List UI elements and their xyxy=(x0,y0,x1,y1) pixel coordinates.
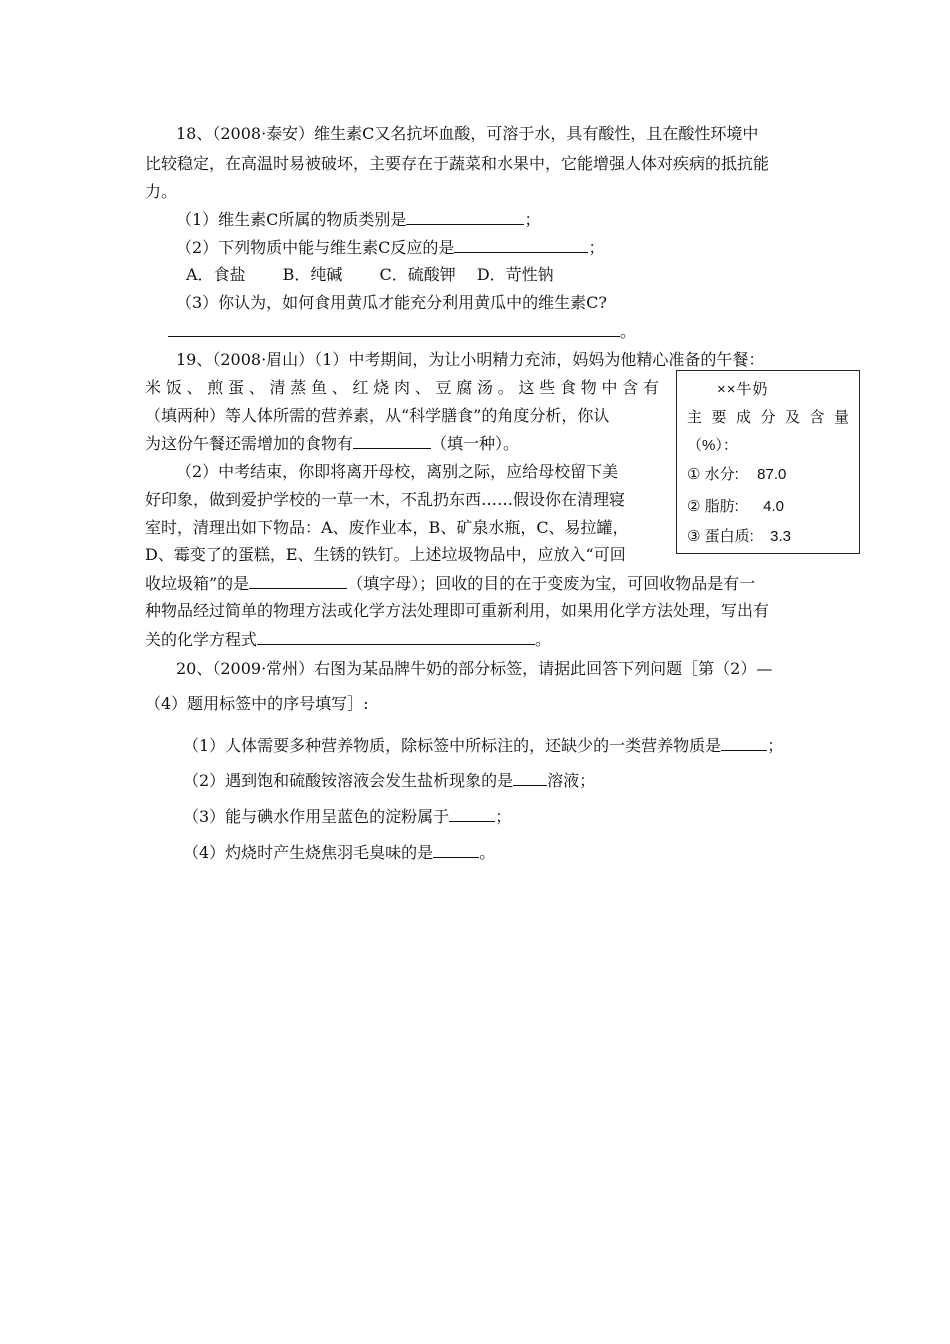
q18-line-3: 力。 xyxy=(145,182,178,201)
q20-part-1 xyxy=(183,735,783,756)
q19-line-4-text: 为这份午餐还需增加的食物有 xyxy=(145,434,354,453)
milk-label-heading: 主要成分及含量 xyxy=(687,409,859,426)
q18-part-2-text: （2）下列物质中能与维生素C反应的是 xyxy=(176,238,455,257)
q18-part-3-answer xyxy=(168,321,636,342)
q18-line-1: 18、（2008·泰安）维生素C又名抗坏血酸，可溶于水，具有酸性，且在酸性环境中 xyxy=(176,124,759,143)
q18-part-2-end: ； xyxy=(588,238,605,257)
q19-line-5: （2）中考结束，你即将离开母校，离别之际，应给母校留下美 xyxy=(176,462,619,481)
q20-part-1-text: （1）人体需要多种营养物质，除标签中所标注的，还缺少的一类营养物质是 xyxy=(183,736,722,755)
q20-line-1: 20、（2009·常州）右图为某品牌牛奶的部分标签，请据此回答下列问题［第（2）— xyxy=(176,659,773,678)
q20-part-2-text: （2）遇到饱和硫酸铵溶液会发生盐析现象的是 xyxy=(183,771,514,790)
milk-label-item-label: ② 脂肪: xyxy=(687,498,739,515)
q20-part-4-end: 。 xyxy=(479,843,496,862)
q18-part-1 xyxy=(176,209,540,230)
q19-line-2: 米饭、煎蛋、清蒸鱼、红烧肉、豆腐汤。这些食物中含有 xyxy=(145,378,659,397)
q20-answer-blank-3[interactable] xyxy=(449,806,495,822)
q20-part-4-text: （4）灼烧时产生烧焦羽毛臭味的是 xyxy=(183,843,434,862)
milk-label-item-label: ① 水分: xyxy=(687,466,739,483)
q19-line-1: 19、（2008·眉山）（1）中考期间，为让小明精力充沛，妈妈为他精心准备的午餐： xyxy=(176,350,765,369)
q20-answer-blank-2[interactable] xyxy=(513,770,547,786)
q20-answer-blank-4[interactable] xyxy=(433,842,479,858)
q18-part-3-end: 。 xyxy=(620,322,637,341)
q19-line-10: 种物品经过简单的物理方法或化学方法处理即可重新利用，如果用化学方法处理，写出有 xyxy=(145,601,770,620)
q18-part-3: （3）你认为，如何食用黄瓜才能充分利用黄瓜中的维生素C? xyxy=(176,293,608,312)
q19-answer-blank-equation[interactable] xyxy=(257,629,535,645)
q18-part-2 xyxy=(176,237,604,258)
q19-line-11 xyxy=(145,629,551,650)
q19-line-4 xyxy=(145,433,519,454)
q19-answer-blank-letters[interactable] xyxy=(249,573,347,589)
q18-options: A．食盐 B．纯碱 C．硫酸钾 D．苛性钠 xyxy=(186,265,554,284)
milk-label-item-value: 4.0 xyxy=(763,498,784,515)
q20-part-2 xyxy=(183,770,595,791)
q20-part-2-end: 溶液； xyxy=(547,771,596,790)
q20-part-4 xyxy=(183,842,495,863)
q19-line-4-end: （填一种）。 xyxy=(431,434,520,453)
milk-label-item-protein xyxy=(687,525,791,546)
q19-answer-blank-food[interactable] xyxy=(353,433,431,449)
q19-line-3: （填两种）等人体所需的营养素，从“科学膳食”的角度分析，你认 xyxy=(145,406,610,425)
q18-answer-blank-2[interactable] xyxy=(454,237,588,253)
milk-label-item-fat xyxy=(687,495,784,516)
milk-label-item-water xyxy=(687,463,786,484)
q20-part-3-text: （3）能与碘水作用呈蓝色的淀粉属于 xyxy=(183,807,450,826)
milk-label-box xyxy=(676,370,860,554)
milk-label-item-value: 87.0 xyxy=(757,466,787,483)
q18-part-1-end: ； xyxy=(524,210,541,229)
q20-part-3 xyxy=(183,806,511,827)
q19-line-9-end: （填字母）；回收的目的在于变废为宝，可回收物品是有一 xyxy=(347,574,756,593)
milk-label-item-value: 3.3 xyxy=(770,528,791,545)
q18-part-1-text: （1）维生素C所属的物质类别是 xyxy=(176,210,407,229)
q19-line-8: D、霉变了的蛋糕，E、生锈的铁钉。上述垃圾物品中，应放入“可回 xyxy=(145,545,626,564)
milk-label-title: ××牛奶 xyxy=(717,381,769,398)
q18-answer-blank-3[interactable] xyxy=(168,321,620,337)
q19-line-11-end: 。 xyxy=(535,630,552,649)
q18-line-2: 比较稳定，在高温时易被破坏，主要存在于蔬菜和水果中，它能增强人体对疾病的抵抗能 xyxy=(145,154,770,173)
q19-line-7: 室时，清理出如下物品：A、废作业本，B、矿泉水瓶，C、易拉罐， xyxy=(145,518,629,537)
q19-line-11-text: 关的化学方程式 xyxy=(145,630,258,649)
q19-line-6: 好印象，做到爱护学校的一草一木，不乱扔东西……假设你在清理寝 xyxy=(145,490,626,509)
q20-part-1-end: ； xyxy=(767,736,784,755)
milk-label-unit: （%）： xyxy=(687,437,738,454)
q18-answer-blank-1[interactable] xyxy=(406,209,524,225)
q20-answer-blank-1[interactable] xyxy=(721,735,767,751)
q19-line-9 xyxy=(145,573,755,594)
q19-line-9-text: 收垃圾箱”的是 xyxy=(145,574,250,593)
q20-part-3-end: ； xyxy=(495,807,512,826)
q20-line-2: （4）题用标签中的序号填写］: xyxy=(145,694,369,713)
milk-label-item-label: ③ 蛋白质: xyxy=(687,528,754,545)
